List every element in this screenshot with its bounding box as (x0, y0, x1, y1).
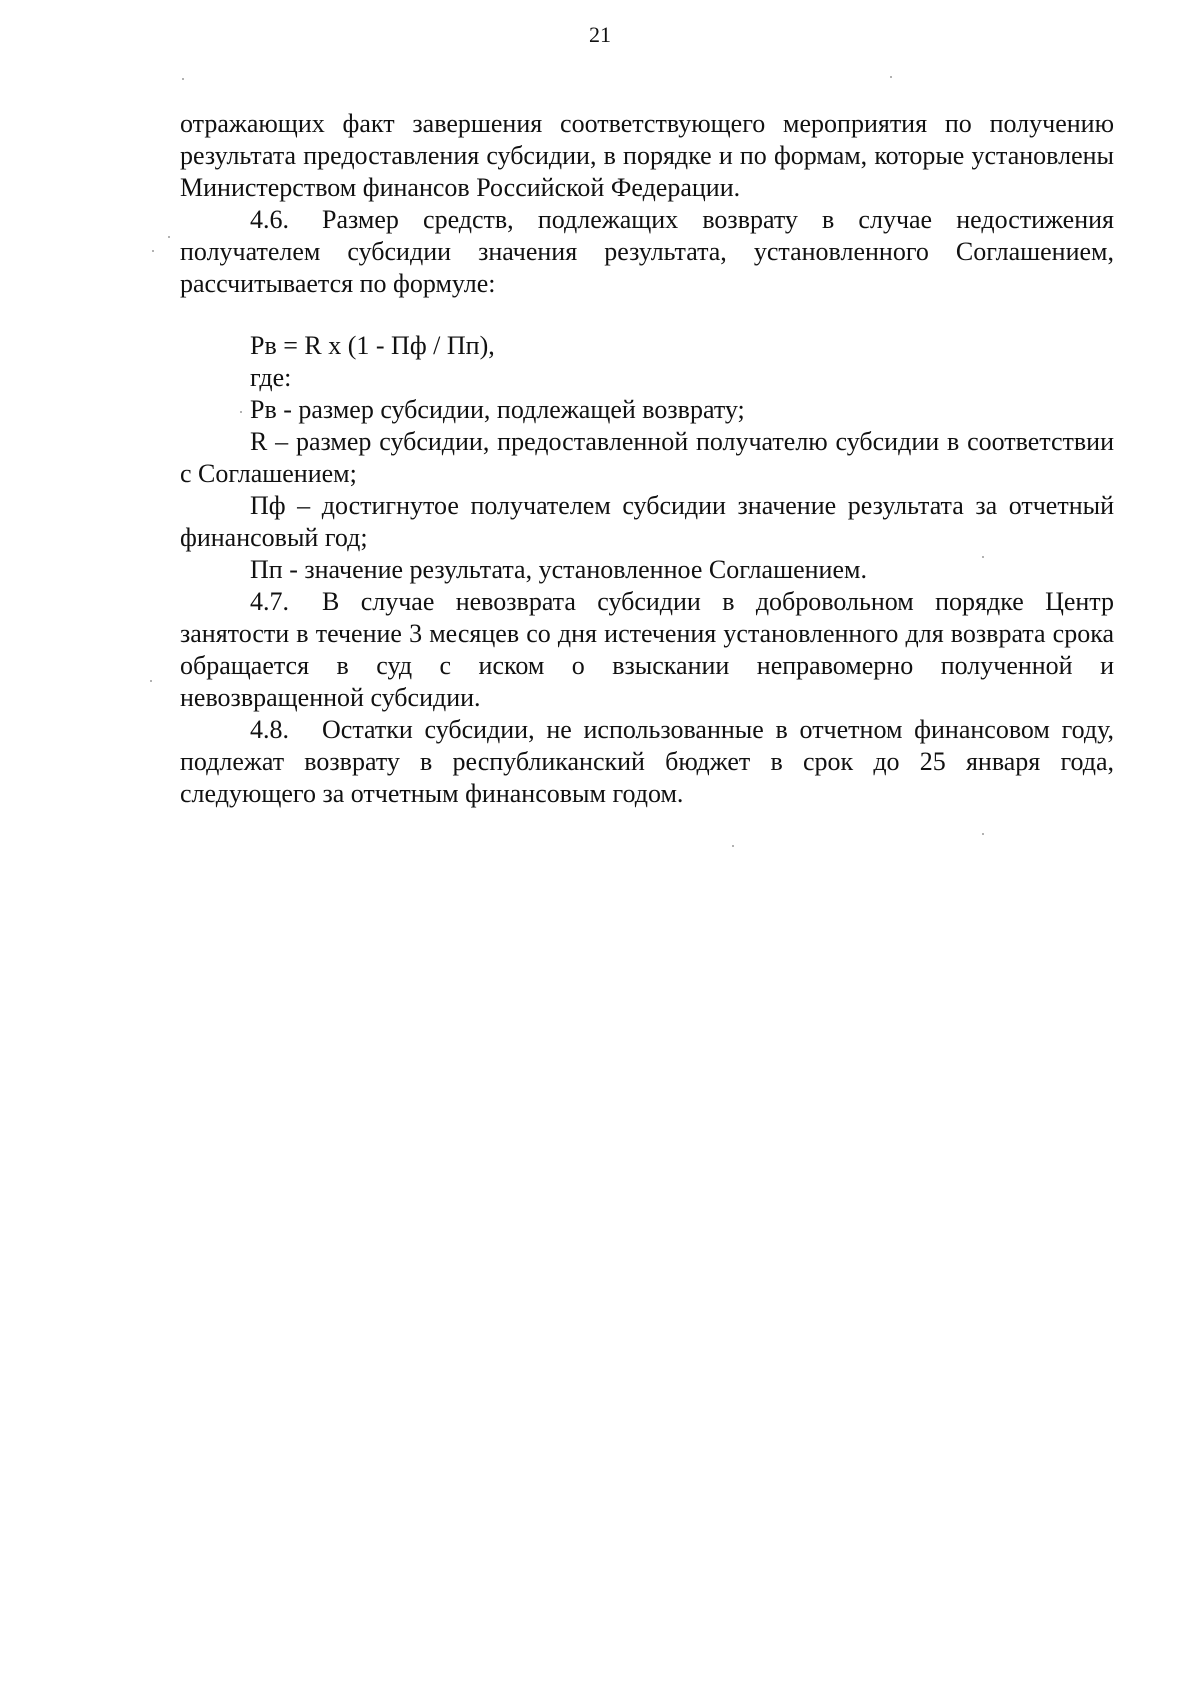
paragraph-number-4-8: 4.8. (250, 715, 289, 744)
scan-speck (982, 556, 984, 558)
scan-speck (982, 833, 984, 835)
definition-pp: Пп - значение результата, установленное Соглашением. (250, 555, 867, 584)
formula-spacer (180, 300, 1114, 330)
paragraph-4-7 (180, 586, 1114, 714)
scan-speck (240, 411, 242, 413)
scan-speck (168, 236, 170, 238)
paragraph-text-4-6: Размер средств, подлежащих возврату в случае недостижения получателем субсидии значения результата, установленного Соглашением, рассчитывается по формуле: (180, 205, 1114, 298)
page-number: 21 (589, 22, 611, 47)
definition-r: R – размер субсидии, предоставленной получателю субсидии в соответствии с Соглашением; (180, 427, 1114, 488)
paragraph-continuation: отражающих факт завершения соответствующего мероприятия по получению результата предоставления субсидии, в порядке и по формам, которые установлены Министерством финансов Российской Федерации. (180, 109, 1114, 202)
document-body (180, 108, 1114, 810)
definition-pf: Пф – достигнутое получателем субсидии значение результата за отчетный финансовый год; (180, 491, 1114, 552)
paragraph-number-4-6: 4.6. (250, 205, 289, 234)
scan-speck (152, 250, 154, 252)
paragraph-text-4-7: В случае невозврата субсидии в добровольном порядке Центр занятости в течение 3 месяцев со дня истечения установленного для возврата срока обращается в суд с иском о взыскании неправомерно полученной и невозвращенной субсидии. (180, 587, 1114, 712)
formula-where-label: где: (250, 363, 292, 392)
formula: Рв = R х (1 - Пф / Пп), (250, 331, 495, 360)
scan-speck (890, 76, 892, 78)
scan-speck (150, 680, 152, 682)
definition-rv: Рв - размер субсидии, подлежащей возврату; (250, 395, 745, 424)
scan-speck (182, 78, 184, 80)
paragraph-number-4-7: 4.7. (250, 587, 289, 616)
paragraph-4-6 (180, 204, 1114, 300)
paragraph-text-4-8: Остатки субсидии, не использованные в отчетном финансовом году, подлежат возврату в республиканский бюджет в срок до 25 января года, следующего за отчетным финансовым годом. (180, 715, 1114, 808)
paragraph-4-8 (180, 714, 1114, 810)
scan-speck (732, 845, 734, 847)
